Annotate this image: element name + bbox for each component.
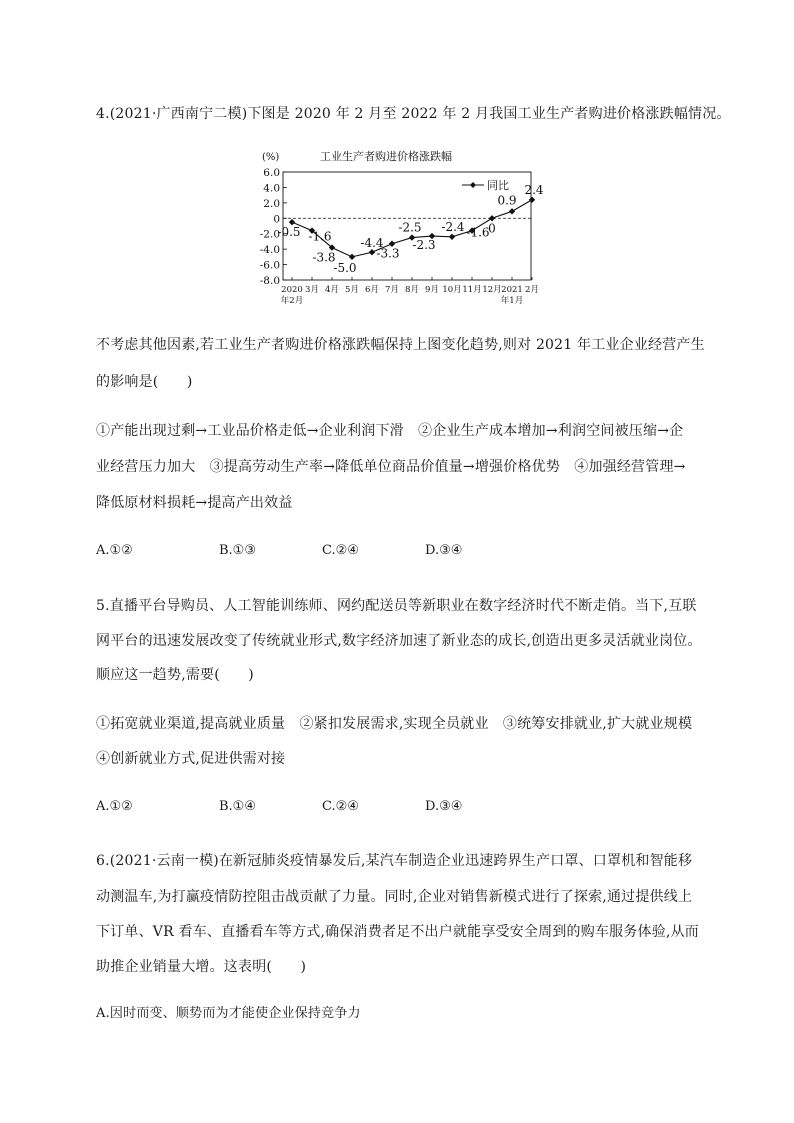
y-tick-label: 4.0 [263, 182, 280, 195]
data-point-marker [509, 208, 515, 214]
data-label: -0.5 [277, 225, 301, 240]
data-point-marker [529, 197, 535, 203]
x-tick-label: 6月 [365, 285, 379, 295]
x-tick-label: 4月 [325, 285, 339, 295]
data-label: -3.3 [376, 246, 400, 261]
q5-option-b[interactable]: B.①④ [219, 799, 256, 814]
y-tick-label: 2.0 [263, 197, 280, 210]
data-label: -2.4 [441, 219, 465, 234]
q6-stem-line3: 下订单、VR 看车、直播看车等方式,确保消费者足不出户就能享受安全周到的购车服务体验,从而 [96, 924, 699, 940]
x-tick-sublabel: 年2月 [280, 296, 304, 306]
legend-label: 同比 [487, 179, 509, 192]
price-change-line-chart [250, 146, 544, 316]
data-point-marker [349, 254, 355, 260]
q6-stem-line2: 动测温车,为打赢疫情防控阻击战贡献了力量。同时,企业对销售新模式进行了探索,通过提供线上 [96, 889, 693, 905]
data-label: 0.9 [497, 193, 517, 208]
data-label: -5.0 [333, 260, 357, 275]
y-tick-label: -8.0 [259, 275, 280, 287]
q4-option-d[interactable]: D.③④ [425, 543, 463, 558]
q5-statement-line1: ①拓宽就业渠道,提高就业质量 ②紧扣发展需求,实现全员就业 ③统筹安排就业,扩大就业规模 [96, 716, 693, 732]
y-tick-label: -4.0 [259, 244, 280, 257]
data-label: -3.8 [312, 250, 336, 265]
data-label: 0 [488, 221, 496, 236]
data-label: 2.4 [524, 182, 544, 197]
x-tick-label: 9月 [425, 285, 439, 295]
data-label: -2.3 [412, 238, 436, 253]
chart-title: 工业生产者购进价格涨跌幅 [320, 150, 452, 163]
data-label: -1.6 [466, 225, 490, 240]
y-tick-label: 6.0 [263, 167, 280, 179]
x-tick-label: 2021 [501, 285, 523, 295]
data-label: -2.5 [398, 220, 422, 235]
q4-option-c[interactable]: C.②④ [322, 543, 359, 558]
q4-statement-line2: 业经营压力加大 ③提高劳动生产率→降低单位商品价值量→增强价格优势 ④加强经营管理→ [96, 459, 686, 475]
q6-option-a[interactable]: A.因时而变、顺势而为才能使企业保持竞争力 [96, 1006, 361, 1021]
q4-statement-line1: ①产能出现过剩→工业品价格走低→企业利润下滑 ②企业生产成本增加→利润空间被压缩→企 [96, 423, 684, 439]
y-tick-label: 0 [273, 213, 280, 226]
q5-option-a[interactable]: A.①② [96, 799, 133, 814]
chart-ylabel: (%) [262, 152, 280, 163]
x-tick-label: 5月 [345, 285, 359, 295]
q6-stem-line1: 6.(2021·云南一模)在新冠肺炎疫情暴发后,某汽车制造企业迅速跨界生产口罩、口罩机和智能移 [96, 853, 693, 869]
q5-option-c[interactable]: C.②④ [322, 799, 359, 814]
data-point-marker [449, 234, 455, 240]
q6-stem-line4: 助推企业销量大增。这表明( ) [96, 959, 307, 975]
y-tick-label: -6.0 [259, 259, 280, 272]
y-tick-label: -2.0 [259, 228, 280, 241]
q4-statement-line3: 降低原材料损耗→提高产出效益 [96, 495, 293, 511]
q4-body-line2: 的影响是( ) [96, 374, 193, 390]
q5-stem-line2: 网平台的迅速发展改变了传统就业形式,数字经济加速了新业态的成长,创造出更多灵活就业岗位。 [96, 633, 702, 649]
q5-stem-line1: 5.直播平台导购员、人工智能训练师、网约配送员等新职业在数字经济时代不断走俏。当下,互联 [96, 598, 697, 614]
x-tick-label: 2月 [525, 285, 539, 295]
x-tick-label: 7月 [385, 285, 399, 295]
x-tick-label: 3月 [305, 285, 319, 295]
x-tick-label: 11月 [462, 285, 482, 295]
x-tick-label: 8月 [405, 285, 419, 295]
data-label: -4.4 [360, 236, 384, 251]
q5-option-d[interactable]: D.③④ [425, 799, 463, 814]
data-label: -1.6 [308, 229, 332, 244]
q4-body-line1: 不考虑其他因素,若工业生产者购进价格涨跌幅保持上图变化趋势,则对 2021 年工业企业经营产生 [96, 337, 705, 353]
q4-option-a[interactable]: A.①② [96, 543, 133, 558]
x-tick-sublabel: 年1月 [500, 296, 524, 306]
x-tick-label: 2020 [281, 285, 303, 295]
legend-marker [470, 182, 476, 188]
x-tick-label: 12月 [482, 285, 502, 295]
x-tick-label: 10月 [442, 285, 462, 295]
q5-statement-line2: ④创新就业方式,促进供需对接 [96, 751, 286, 767]
q4-option-b[interactable]: B.①③ [219, 543, 256, 558]
q5-stem-line3: 顺应这一趋势,需要( ) [96, 667, 254, 683]
q4-stem: 4.(2021·广西南宁二模)下图是 2020 年 2 月至 2022 年 2 月我国工业生产者购进价格涨跌幅情况。 [96, 106, 731, 122]
